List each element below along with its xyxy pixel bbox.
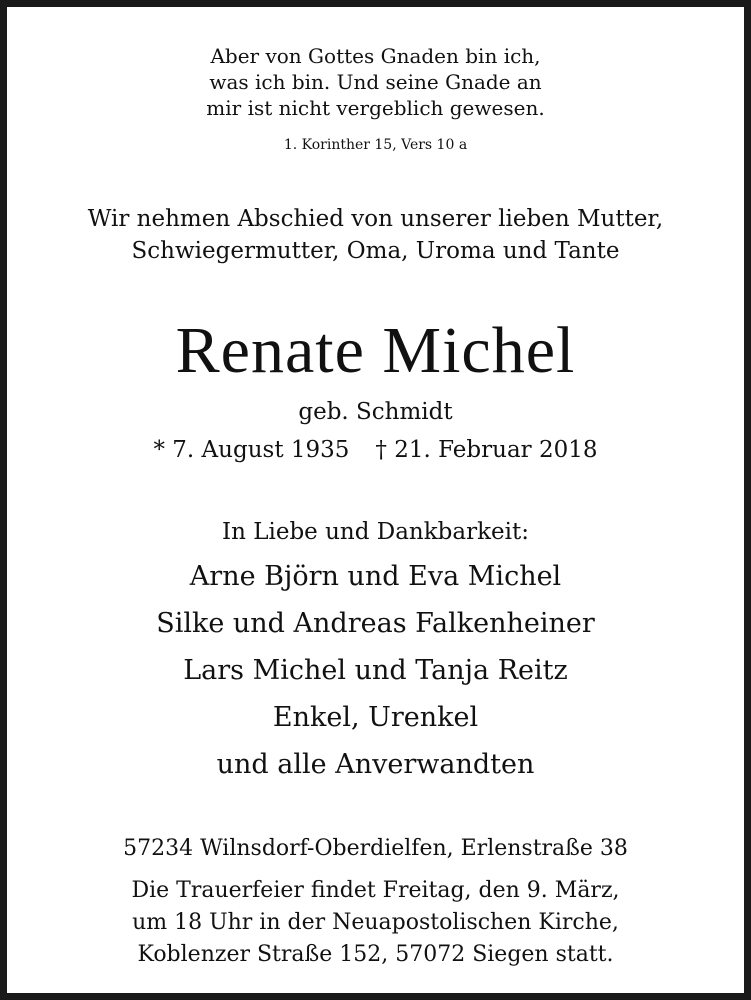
mourner-name: Lars Michel und Tanja Reitz [183, 655, 568, 686]
birth-date: * 7. August 1935 [153, 437, 350, 463]
mourner-name: Arne Björn und Eva Michel [189, 561, 562, 592]
intro-line: Schwiegermutter, Oma, Uroma und Tante [131, 238, 620, 264]
verse-line: mir ist nicht vergeblich gewesen. [206, 96, 545, 120]
life-dates [14, 437, 737, 463]
intro-line: Wir nehmen Abschied von unserer lieben Mutter, [87, 206, 664, 232]
birth-name: geb. Schmidt [298, 399, 453, 425]
funeral-info-line: Die Trauerfeier findet Freitag, den 9. März, [131, 878, 620, 903]
mourner-name: und alle Anverwandten [216, 749, 535, 780]
death-date: † 21. Februar 2018 [375, 437, 598, 463]
mourners-heading: In Liebe und Dankbarkeit: [222, 519, 529, 545]
verse-reference: 1. Korinther 15, Vers 10 a [283, 137, 468, 153]
verse-line: Aber von Gottes Gnaden bin ich, [210, 44, 541, 68]
verse-line: was ich bin. Und seine Gnade an [209, 70, 542, 94]
address: 57234 Wilnsdorf-Oberdielfen, Erlenstraße 38 [123, 836, 628, 861]
mourner-name: Silke und Andreas Falkenheiner [156, 608, 595, 639]
funeral-info-line: Koblenzer Straße 152, 57072 Siegen statt. [137, 942, 614, 967]
deceased-name: Renate Michel [175, 314, 576, 387]
funeral-info-line: um 18 Uhr in der Neuapostolischen Kirche, [132, 910, 619, 935]
mourner-name: Enkel, Urenkel [272, 702, 479, 733]
